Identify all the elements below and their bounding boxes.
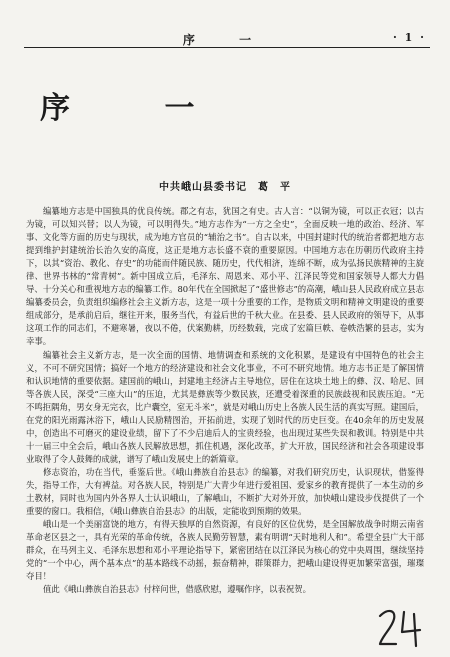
paragraph-5: 值此《峨山彝族自治县志》付梓问世，借感欣慰，遵嘱作序，以表祝贺。 (43, 584, 311, 595)
page-title: 序 一 (40, 91, 237, 126)
author-byline: 中共峨山县委书记 葛 平 (159, 182, 291, 193)
body-text (26, 205, 424, 596)
paragraph-4: 峨山是一个美丽富饶的地方，有得天独厚的自然资源，有良好的区位优势，是全国解放战争时期云南省革命老区县之一，具有光荣的革命传统，各族人民勤劳智慧，素有明谓“天时地利人和”。希望全县广大干部群众，在马列主义、毛泽东思想和邓小平理论指导下，紧密团结在以江泽民为核心的党中央周围，继续坚持党的“一个中心，两个基本点”的基本路线不动摇，振奋精神，群策群力，把峨山建设得更加繁荣富强，璀璨夺目！ (26, 519, 424, 582)
paragraph-2: 编纂社会主义新方志，是一次全面的国情、地情调查和系统的文化积累，是建设有中国特色的社会主义，不可不研究国情；搞好一个地方的经济建设和社会文化事业，不可不研究地情。地方志书正是了解国情和认识地情的重要依据。建国前的峨山，封建地主经济占主导地位，居住在这块土地上的彝、汉、哈尼、回等各族人民，深受“三座大山”的压迫，尤其是彝族等少数民族，还遭受着深重的民族歧视和民族压迫。“无不鸣拒隅角，男女身无完衣，比户囊空，室无斗米”，就是对峨山历史上各族人民生活的真实写照。建国后，在党的阳光雨露沐浴下，峨山人民励精图治，开拓前进，实现了划时代的历史巨变。在40余年的历史发展中，创造出不可磨灭的建设业绩，留下了不少启迪后人的宝贵经验，也出现过某些失误和教训。特别是中共十一届三中全会后，峨山各族人民解放思想，抓住机遇，深化改革，扩大开放，国民经济和社会各项建设事业取得了令人鼓舞的成就，谱写了峨山发展史上的新篇章。 (26, 349, 424, 464)
page-number: · 1 · (393, 31, 426, 44)
running-head: 序 一 (182, 33, 272, 47)
handwritten-mark (374, 604, 426, 649)
page-header (24, 27, 430, 48)
paragraph-3: 修志资治，功在当代，垂鉴后世。《峨山彝族自治县志》的编纂，对我们研究历史，认识现状，借鉴得失，指导工作，大有裨益。对各族人民，特别是广大青少年进行爱祖国、爱家乡的教育提供了一本生动的乡土教材，同时也为国内外各界人士认识峨山，了解峨山，不断扩大对外开放，加快峨山建设步伐提供了一个重要的窗口。我相信，《峨山彝族自治县志》的出版，定能收到预期的效果。 (26, 466, 424, 517)
paragraph-1: 编纂地方志是中国独具的优良传统。郡之有志，犹国之有史。古人言：“以铜为镜，可以正衣冠；以古为镜，可以知兴替；以人为镜，可以明得失。”地方志作为“一方之全史”，全面反映一地的政治、经济、军事、文化等方面的历史与现状，成为地方官员的“辅治之书”。自古以来，中国封建时代的统治者都把地方志提到维护封建统治长治久安的高度，这正是地方志长盛不衰的重要原因。中国地方志在历朝历代政府主持下，以其“资治、教化、存史”的功能而伴随民族、随历史，代代相济，连绵不断，成为弘扬民族精神的主旋律、世界书林的“常青树”。新中国成立后，毛泽东、周恩来、邓小平、江泽民等党和国家领导人都大力倡导、十分关心和重视地方志的编纂工作。80年代在全国掀起了“盛世修志”的高潮，峨山县人民政府成立县志编纂委员会，负责组织编修社会主义新方志，这是一项十分重要的工作，是物质文明和精神文明建设的重要组成部分，是承前启后，继往开来，服务当代，有益后世的千秋大业。在县委、县人民政府的领导下，从事这项工作的同志们，不避寒暑，夜以不倦，伏案勤耕，历经数载，完成了宏篇巨帙、卷帙浩繁的县志，实为幸事。 (26, 206, 424, 347)
